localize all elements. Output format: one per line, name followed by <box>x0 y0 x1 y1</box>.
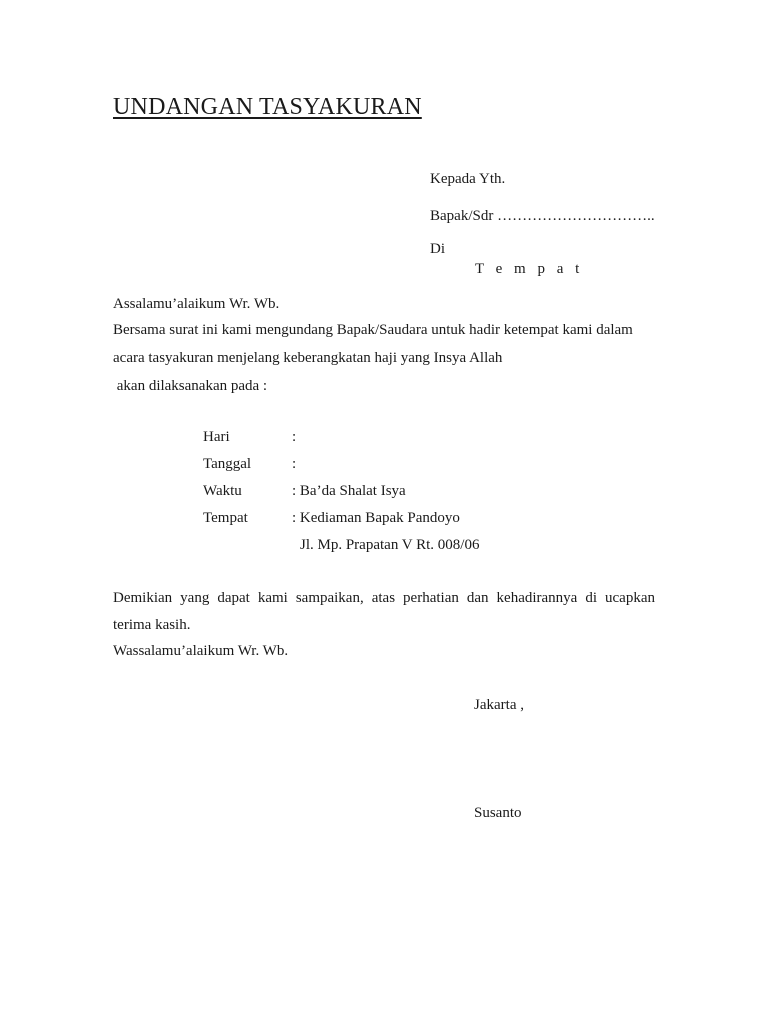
closing-line-2: terima kasih. <box>113 617 191 633</box>
body-line-3: akan dilaksanakan pada : <box>113 378 268 394</box>
body-line-2: acara tasyakuran menjelang keberangkatan haji yang Insya Allah <box>113 350 503 366</box>
detail-value-waktu: : Ba’da Shalat Isya <box>292 483 406 499</box>
greeting: Assalamu’alaikum Wr. Wb. <box>113 296 280 312</box>
recipient-salutation: Kepada Yth. <box>430 171 506 187</box>
document-title: UNDANGAN TASYAKURAN <box>113 94 422 120</box>
detail-value-tanggal: : <box>292 456 297 472</box>
closing-line-1: Demikian yang dapat kami sampaikan, atas perhatian dan kehadirannya di ucapkan <box>113 590 655 606</box>
detail-value-tempat: : Kediaman Bapak Pandoyo <box>292 510 460 526</box>
recipient-name-line: Bapak/Sdr ………………………….. <box>430 208 655 224</box>
body-line-1: Bersama surat ini kami mengundang Bapak/Saudara untuk hadir ketempat kami dalam <box>113 322 633 338</box>
recipient-place: T e m p a t <box>475 261 584 277</box>
recipient-at: Di <box>430 241 445 257</box>
place-date: Jakarta , <box>474 697 524 713</box>
detail-label-waktu: Waktu <box>203 483 242 499</box>
signer-name: Susanto <box>474 805 522 821</box>
detail-label-tempat: Tempat <box>203 510 248 526</box>
detail-label-tanggal: Tanggal <box>203 456 252 472</box>
detail-value-hari: : <box>292 429 297 445</box>
venue-address: Jl. Mp. Prapatan V Rt. 008/06 <box>300 537 480 553</box>
closing-salutation: Wassalamu’alaikum Wr. Wb. <box>113 643 289 659</box>
detail-label-hari: Hari <box>203 429 230 445</box>
